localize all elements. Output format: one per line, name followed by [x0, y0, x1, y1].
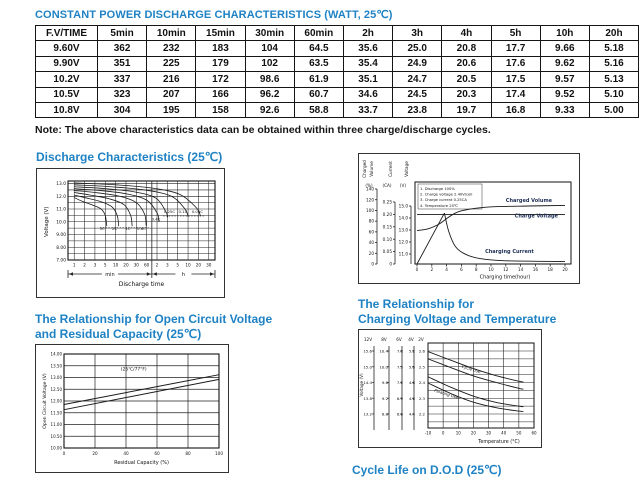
- svg-text:h: h: [181, 272, 186, 278]
- svg-text:5.2: 5.2: [408, 348, 415, 354]
- table-cell: 5.18: [589, 41, 638, 56]
- temp-chart-title-line2: Charging Voltage and Temperature: [358, 312, 557, 326]
- page-title: CONSTANT POWER DISCHARGE CHARACTERISTICS (WATT, 25℃): [35, 9, 393, 21]
- svg-text:14: 14: [517, 267, 524, 272]
- table-header-cell: 2h: [343, 26, 392, 41]
- svg-text:0: 0: [441, 430, 445, 436]
- svg-text:min: min: [105, 272, 115, 278]
- svg-text:9.6: 9.6: [381, 380, 388, 385]
- cycle-life-title: Cycle Life on D.O.D (25℃): [352, 463, 502, 477]
- svg-text:40: 40: [368, 240, 374, 246]
- svg-text:13.0: 13.0: [398, 227, 408, 233]
- ocv-upper: [64, 375, 219, 405]
- table-cell: 362: [98, 41, 147, 56]
- svg-text:Cycle Use: Cycle Use: [461, 363, 482, 375]
- temp-chart-card: [358, 329, 542, 448]
- open-circuit-voltage-chart: [36, 345, 228, 472]
- svg-text:0: 0: [415, 267, 419, 272]
- svg-text:20: 20: [195, 262, 202, 268]
- table-cell: 64.5: [294, 41, 343, 56]
- table-cell: 104: [245, 41, 294, 56]
- svg-text:80: 80: [185, 451, 191, 456]
- table-cell: 9.57: [540, 72, 589, 87]
- table-cell: 17.6: [491, 56, 540, 71]
- svg-text:1: 1: [72, 262, 76, 268]
- svg-text:60: 60: [143, 262, 150, 268]
- table-cell: 20.6: [442, 56, 491, 71]
- temp-chart-title-line1: The Relationship for: [358, 297, 475, 311]
- svg-text:4. Temperature 25℃: 4. Temperature 25℃: [420, 203, 459, 208]
- svg-text:Charged Volume: Charged Volume: [505, 197, 553, 204]
- table-cell: 17.4: [491, 87, 540, 102]
- table-cell: 16.8: [491, 102, 540, 117]
- table-cell: 232: [147, 41, 196, 56]
- svg-text:(V): (V): [399, 183, 407, 188]
- svg-text:13.8: 13.8: [363, 395, 372, 401]
- svg-text:8: 8: [474, 267, 478, 272]
- svg-text:Residual Capacity (%): Residual Capacity (%): [114, 460, 169, 466]
- svg-text:0.4C: 0.4C: [151, 216, 161, 222]
- svg-text:0.20: 0.20: [382, 212, 392, 217]
- svg-text:(%): (%): [365, 183, 373, 188]
- svg-text:Discharge time: Discharge time: [118, 281, 165, 288]
- svg-text:10.0: 10.0: [379, 364, 388, 370]
- table-row: [36, 102, 639, 117]
- svg-text:3C: 3C: [99, 226, 105, 232]
- svg-text:18: 18: [547, 267, 553, 272]
- table-cell: 351: [98, 56, 147, 71]
- svg-text:7.5: 7.5: [396, 364, 403, 370]
- temp-chart-title: [358, 297, 598, 327]
- svg-text:11.0: 11.0: [56, 207, 66, 213]
- svg-text:7.2: 7.2: [396, 380, 403, 385]
- svg-text:(25℃/77°F): (25℃/77°F): [120, 367, 147, 373]
- svg-text:140: 140: [366, 186, 374, 192]
- table-cell: 35.1: [343, 72, 392, 87]
- table-cell: 5.16: [589, 56, 638, 71]
- svg-text:0.05: 0.05: [382, 249, 392, 255]
- svg-text:10: 10: [488, 267, 494, 272]
- svg-text:0.1C: 0.1C: [178, 208, 188, 214]
- table-cell: 20.3: [442, 87, 491, 102]
- svg-text:2. Charge voltage 2.40V/cell: 2. Charge voltage 2.40V/cell: [420, 192, 473, 197]
- table-cell: 10.8V: [36, 102, 98, 117]
- table-cell: 35.4: [343, 56, 392, 71]
- table-cell: 9.90V: [36, 56, 98, 71]
- svg-text:13.00: 13.00: [50, 375, 62, 380]
- svg-text:Charging time(hour): Charging time(hour): [479, 274, 531, 281]
- svg-text:20: 20: [470, 430, 476, 436]
- svg-text:4: 4: [445, 267, 448, 272]
- svg-text:5: 5: [103, 262, 107, 268]
- svg-text:5: 5: [176, 262, 180, 268]
- table-header-cell: 20h: [589, 26, 638, 41]
- svg-text:30: 30: [133, 262, 139, 268]
- svg-text:5.0: 5.0: [408, 364, 415, 370]
- svg-text:6.6: 6.6: [396, 411, 403, 417]
- svg-text:8V: 8V: [381, 337, 387, 342]
- table-cell: 10.5V: [36, 87, 98, 102]
- table-cell: 9.62: [540, 56, 589, 71]
- table-cell: 158: [196, 102, 245, 117]
- svg-text:1. Discharge 100%: 1. Discharge 100%: [420, 187, 455, 191]
- svg-text:Current: Current: [388, 161, 393, 177]
- svg-text:30: 30: [206, 262, 212, 268]
- svg-text:7.8: 7.8: [396, 348, 403, 354]
- svg-text:1C: 1C: [125, 226, 131, 232]
- cycle-lower: [428, 359, 523, 389]
- svg-text:50: 50: [516, 430, 522, 436]
- svg-text:10: 10: [112, 262, 119, 268]
- table-header-cell: 10min: [147, 26, 196, 41]
- svg-text:14.0: 14.0: [398, 215, 408, 221]
- svg-text:0.25: 0.25: [382, 199, 392, 205]
- svg-text:16: 16: [532, 267, 539, 272]
- svg-text:Charging Current: Charging Current: [485, 248, 534, 255]
- svg-text:15.0: 15.0: [398, 203, 408, 209]
- svg-text:30: 30: [486, 430, 492, 436]
- svg-text:2: 2: [430, 267, 434, 272]
- svg-text:2.5: 2.5: [418, 364, 425, 370]
- svg-text:Temperature (°C): Temperature (°C): [478, 440, 520, 445]
- table-cell: 216: [147, 72, 196, 87]
- table-cell: 9.33: [540, 102, 589, 117]
- svg-text:60: 60: [368, 229, 374, 235]
- svg-text:11.00: 11.00: [50, 422, 62, 427]
- svg-text:12.00: 12.00: [50, 398, 62, 404]
- svg-text:2C: 2C: [112, 226, 118, 232]
- svg-text:Volume: Volume: [369, 161, 374, 177]
- table-header-cell: 5h: [491, 26, 540, 41]
- table-header-cell: 4h: [442, 26, 491, 41]
- svg-text:Floating Use: Floating Use: [433, 387, 459, 400]
- svg-text:13.0: 13.0: [56, 182, 66, 188]
- svg-text:15.6: 15.6: [363, 348, 372, 354]
- svg-text:Voltage: Voltage: [404, 161, 409, 177]
- table-cell: 172: [196, 72, 245, 87]
- constant-power-discharge-table: [35, 25, 639, 118]
- table-header-cell: F.V/TIME: [36, 26, 98, 41]
- svg-text:12: 12: [503, 267, 509, 272]
- table-cell: 10.2V: [36, 72, 98, 87]
- svg-text:40: 40: [123, 451, 129, 456]
- svg-text:40: 40: [501, 430, 507, 436]
- svg-text:11.0: 11.0: [398, 251, 408, 257]
- svg-text:12V: 12V: [363, 337, 373, 342]
- svg-text:Charged: Charged: [362, 160, 367, 178]
- svg-text:12.50: 12.50: [50, 386, 62, 392]
- table-cell: 96.2: [245, 87, 294, 102]
- table-cell: 207: [147, 87, 196, 102]
- svg-text:13.2: 13.2: [363, 411, 372, 417]
- svg-text:0.15: 0.15: [382, 224, 392, 230]
- table-cell: 25.0: [393, 41, 442, 56]
- svg-text:4V: 4V: [408, 337, 414, 342]
- svg-text:7.00: 7.00: [56, 258, 66, 264]
- table-cell: 98.6: [245, 72, 294, 87]
- svg-text:12.0: 12.0: [398, 239, 408, 245]
- table-cell: 63.5: [294, 56, 343, 71]
- svg-text:(CA): (CA): [382, 183, 392, 188]
- discharge-chart-title: Discharge Characteristics (25℃): [36, 150, 223, 164]
- table-cell: 102: [245, 56, 294, 71]
- svg-text:4.4: 4.4: [408, 411, 415, 417]
- table-cell: 166: [196, 87, 245, 102]
- svg-text:15.0: 15.0: [363, 364, 372, 370]
- svg-text:Voltage (V): Voltage (V): [359, 373, 364, 397]
- ocv-chart-title: [35, 312, 315, 342]
- table-cell: 5.10: [589, 87, 638, 102]
- table-cell: 20.8: [442, 41, 491, 56]
- svg-text:6.9: 6.9: [396, 395, 403, 401]
- table-cell: 33.7: [343, 102, 392, 117]
- table-cell: 9.52: [540, 87, 589, 102]
- svg-text:14.00: 14.00: [50, 351, 62, 357]
- ocv-chart-title-line2: and Residual Capacity (25℃): [35, 327, 202, 341]
- table-header-cell: 10h: [540, 26, 589, 41]
- svg-text:14.4: 14.4: [363, 380, 372, 385]
- svg-text:3: 3: [93, 262, 97, 268]
- table-cell: 58.8: [294, 102, 343, 117]
- table-cell: 9.60V: [36, 41, 98, 56]
- svg-text:4.8: 4.8: [408, 380, 415, 385]
- svg-text:6V: 6V: [396, 337, 402, 342]
- svg-text:-10: -10: [424, 430, 432, 436]
- svg-text:8.8: 8.8: [381, 411, 388, 417]
- table-cell: 24.5: [393, 87, 442, 102]
- table-cell: 24.7: [393, 72, 442, 87]
- svg-text:20: 20: [562, 267, 568, 272]
- table-row: [36, 72, 639, 87]
- ocv-chart-title-line1: The Relationship for Open Circuit Voltage: [35, 312, 273, 326]
- svg-text:20: 20: [92, 451, 98, 456]
- svg-text:0.6C: 0.6C: [137, 226, 146, 232]
- svg-text:Charge Voltage: Charge Voltage: [514, 213, 558, 220]
- table-cell: 5.00: [589, 102, 638, 117]
- svg-text:0: 0: [62, 451, 66, 456]
- table-cell: 179: [196, 56, 245, 71]
- svg-text:100: 100: [366, 208, 374, 214]
- svg-text:3: 3: [166, 262, 169, 268]
- table-cell: 5.13: [589, 72, 638, 87]
- svg-text:80: 80: [368, 218, 374, 224]
- table-cell: 60.7: [294, 87, 343, 102]
- svg-text:10: 10: [455, 430, 461, 436]
- svg-text:0: 0: [389, 261, 392, 267]
- svg-text:2V: 2V: [418, 337, 424, 342]
- table-cell: 337: [98, 72, 147, 87]
- table-row: [36, 56, 639, 71]
- table-note: Note: The above characteristics data can be obtained within three charge/discharge cycles.: [35, 124, 491, 136]
- svg-text:2: 2: [155, 262, 159, 268]
- table-cell: 9.66: [540, 41, 589, 56]
- table-cell: 20.5: [442, 72, 491, 87]
- svg-text:0.05C: 0.05C: [191, 208, 203, 214]
- svg-text:0.25C: 0.25C: [163, 208, 175, 214]
- table-cell: 24.9: [393, 56, 442, 71]
- svg-text:12.0: 12.0: [56, 194, 66, 200]
- table-header-cell: 30min: [245, 26, 294, 41]
- table-cell: 61.9: [294, 72, 343, 87]
- svg-text:11.50: 11.50: [50, 410, 62, 416]
- svg-text:6: 6: [460, 267, 463, 272]
- svg-text:Voltage (V): Voltage (V): [44, 206, 50, 237]
- charging-characteristics-chart: [359, 154, 579, 283]
- charging-voltage-temperature-chart: [359, 330, 541, 447]
- svg-text:10.4: 10.4: [379, 348, 388, 354]
- table-cell: 304: [98, 102, 147, 117]
- svg-text:2.3: 2.3: [418, 395, 425, 401]
- svg-text:2: 2: [83, 262, 86, 268]
- table-header-cell: 60min: [294, 26, 343, 41]
- svg-text:10.50: 10.50: [50, 433, 62, 439]
- svg-text:60: 60: [531, 430, 537, 436]
- table-cell: 23.8: [393, 102, 442, 117]
- discharge-chart: [37, 169, 224, 297]
- svg-text:Open Circuit Voltage (V): Open Circuit Voltage (V): [43, 373, 48, 429]
- svg-text:8.00: 8.00: [56, 245, 66, 251]
- svg-text:10: 10: [185, 262, 191, 268]
- svg-text:60: 60: [154, 451, 160, 456]
- svg-text:0.10: 0.10: [382, 236, 392, 242]
- table-cell: 17.5: [491, 72, 540, 87]
- discharge-chart-card: [36, 168, 225, 298]
- svg-text:9.00: 9.00: [56, 233, 66, 239]
- svg-text:4.6: 4.6: [408, 395, 415, 401]
- discharge-curve-0.4C: [74, 189, 159, 222]
- ocv-lower: [64, 379, 219, 409]
- svg-text:2.2: 2.2: [418, 411, 425, 417]
- svg-text:13.50: 13.50: [50, 363, 62, 369]
- table-row: [36, 87, 639, 102]
- charging-current-rise: [417, 213, 444, 264]
- table-cell: 17.7: [491, 41, 540, 56]
- table-cell: 34.6: [343, 87, 392, 102]
- table-header-cell: 3h: [393, 26, 442, 41]
- charging-chart-card: [358, 153, 580, 284]
- svg-text:100: 100: [215, 451, 223, 456]
- svg-text:2.4: 2.4: [418, 380, 425, 385]
- table-cell: 92.6: [245, 102, 294, 117]
- svg-text:20: 20: [123, 262, 129, 268]
- svg-text:9.2: 9.2: [381, 395, 388, 401]
- svg-text:120: 120: [366, 197, 374, 203]
- table-header-cell: 5min: [98, 26, 147, 41]
- table-row: [36, 41, 639, 56]
- svg-text:2.6: 2.6: [418, 348, 425, 354]
- svg-text:0: 0: [371, 261, 374, 267]
- svg-text:10.0: 10.0: [56, 220, 66, 226]
- table-header-cell: 15min: [196, 26, 245, 41]
- table-cell: 323: [98, 87, 147, 102]
- table-cell: 195: [147, 102, 196, 117]
- table-cell: 225: [147, 56, 196, 71]
- table-cell: 183: [196, 41, 245, 56]
- svg-text:3. Charge current 0.25CA: 3. Charge current 0.25CA: [420, 198, 467, 203]
- table-cell: 19.7: [442, 102, 491, 117]
- table-cell: 35.6: [343, 41, 392, 56]
- svg-text:10.00: 10.00: [50, 445, 62, 451]
- svg-text:20: 20: [368, 250, 374, 256]
- ocv-chart-card: [35, 344, 229, 473]
